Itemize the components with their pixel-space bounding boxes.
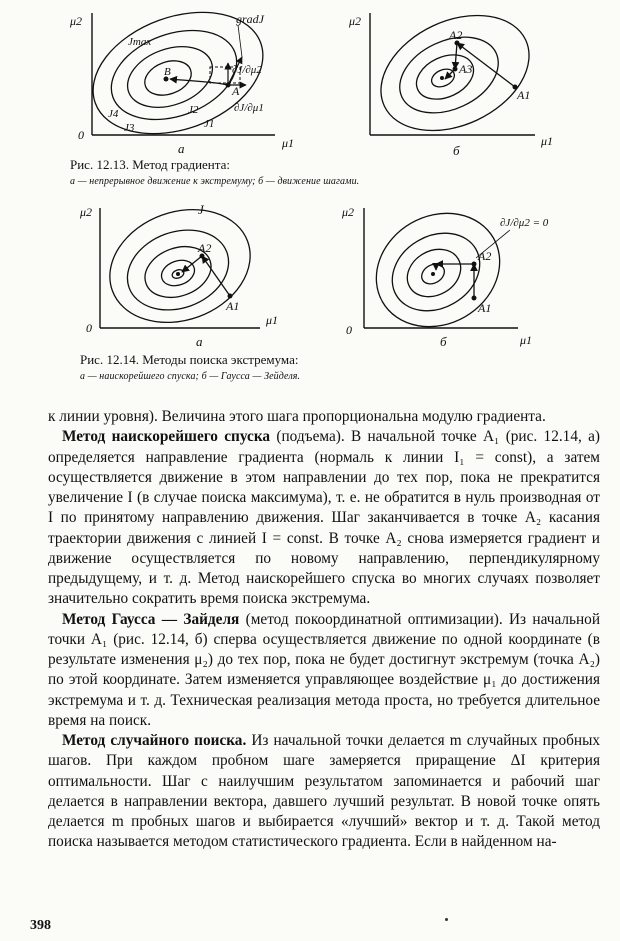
origin-label: 0 xyxy=(86,321,92,335)
figure-12-13-b-svg xyxy=(345,5,595,158)
figure-12-14-b xyxy=(340,200,580,350)
caption-subtitle: а — наискорейшего спуска; б — Гаусса — Зейделя. xyxy=(80,371,301,382)
point-a1 xyxy=(228,294,233,299)
center xyxy=(176,272,180,276)
paragraph-4-heading: Метод случайного поиска. xyxy=(62,732,247,749)
paragraph-4-body: Из начальной точки делается m случайных пробных шагов. При каждом пробном шаге замеряется приращение ΔI критерия оптимальности. Шаг с наилучшим результатом запоминается и рабочий шаг делается в направлении вектора, давшего лучший результат. В новой точке опять делается m пробных шагов и выбирается «лучший» вектор и т. д. Такой метод поиска называется методом статистического градиента. Если в найденном на- xyxy=(48,732,600,851)
paragraph-3-heading: Метод Гаусса — Зайделя xyxy=(62,610,240,628)
panel-letter: б xyxy=(453,143,460,158)
figure-12-14-a xyxy=(80,200,310,350)
contour-1 xyxy=(356,191,521,349)
x-axis-label: μ1 xyxy=(541,134,554,148)
label-grad: gradJ xyxy=(236,12,264,26)
panel-letter: a xyxy=(178,141,185,156)
grad-leader xyxy=(238,25,242,57)
label-a2: A2 xyxy=(198,241,212,255)
paragraph-2-body: (подъема). В начальной точке A₁ (рис. 12.14, а) определяется направление градиента (нормаль к линии I₁ = const), а затем осуществляется движение в этом направлении до тех пор, пока не прекратится увеличение I (в случае поиска максимума), т. е. не обратится в нуль производная от I по принятому направлению движения. Шаг заканчивается в точке A₂ касания траектории движения с линией I = const. В точке A₂ снова измеряется градиент и движение осуществляется по новому направлению, перпендикулярному предыдущему, и т. д. Метод наискорейшего спуска во многих случаях позволяет значительно сократить время поиска экстремума. xyxy=(48,428,600,608)
label-a: A xyxy=(232,84,240,98)
label-a1: A1 xyxy=(478,301,492,315)
label-j3: J3 xyxy=(124,122,135,134)
point-a1 xyxy=(472,296,477,301)
paragraph-2-heading: Метод наискорейшего спуска xyxy=(62,428,271,446)
origin-label: 0 xyxy=(346,323,352,337)
label-a2: A2 xyxy=(478,249,492,263)
figure-12-13-b xyxy=(345,5,595,158)
body-text xyxy=(48,407,600,853)
panel-letter: б xyxy=(440,334,447,349)
scan-speck xyxy=(445,918,448,921)
label-a3: A3 xyxy=(459,62,473,76)
figure-12-13-a xyxy=(70,5,310,155)
label-j4: J4 xyxy=(108,108,119,120)
paragraph-3 xyxy=(48,610,600,732)
label-b: B xyxy=(164,66,171,78)
caption-title: Рис. 12.13. Метод градиента: xyxy=(70,157,230,172)
panel-letter: a xyxy=(196,334,203,349)
y-axis-label: μ2 xyxy=(70,14,83,28)
y-axis-label: μ2 xyxy=(80,205,93,219)
label-j2: J2 xyxy=(188,104,199,116)
center xyxy=(431,272,435,276)
point-a3 xyxy=(453,67,458,72)
page-number: 398 xyxy=(30,918,51,933)
contour-1 xyxy=(362,0,547,153)
label-dmu1: ∂J/∂μ1 xyxy=(234,102,264,114)
paragraph-1: к линии уровня). Величина этого шага пропорциональна модулю градиента. xyxy=(48,408,546,425)
origin-label: 0 xyxy=(78,128,84,142)
paragraph-4 xyxy=(48,731,600,853)
point-a2 xyxy=(472,262,477,267)
x-axis-label: μ1 xyxy=(266,313,279,327)
label-j1: J1 xyxy=(204,118,215,130)
label-jmax: Jmax xyxy=(128,36,152,48)
y-axis-label: μ2 xyxy=(349,14,362,28)
label-a1: A1 xyxy=(226,299,240,313)
caption-subtitle: а — непрерывное движение к экстремуму; б — движение шагами. xyxy=(70,176,360,187)
x-axis-label: μ1 xyxy=(282,136,295,150)
gradient-path xyxy=(170,79,228,85)
caption-title: Рис. 12.14. Методы поиска экстремума: xyxy=(80,352,299,367)
paragraph-2 xyxy=(48,427,600,609)
step-2 xyxy=(182,256,202,272)
center xyxy=(440,76,444,80)
label-partial: ∂J/∂μ2 = 0 xyxy=(500,217,549,229)
label-j: J xyxy=(198,202,204,217)
figure-12-14-b-svg xyxy=(340,200,580,350)
label-a1: A1 xyxy=(517,88,531,102)
contour-3 xyxy=(409,46,480,108)
paragraph-3-body: (метод покоординатной оптимизации). Из начальной точки A₁ (рис. 12.14, б) сперва осуществляется движение по одной координате (в результате изменения μ₂) до тех пор, пока не будет достигнут экстремум (точка A₂) по этой координате. Затем изменяется управляющее воздействие μ₁ до достижения экстремума и т. д. Техническая реализация метода проста, но требуется длительное время на поиск. xyxy=(48,610,601,729)
contour-j2 xyxy=(99,14,249,136)
figure-12-14-a-svg xyxy=(80,200,310,350)
x-axis-label: μ1 xyxy=(520,333,533,347)
label-a2: A2 xyxy=(449,28,463,42)
step-2 xyxy=(455,43,457,69)
figure-12-13-a-svg xyxy=(70,5,310,155)
contour-1 xyxy=(94,191,266,342)
y-axis-label: μ2 xyxy=(342,205,355,219)
label-dmu2: ∂J/∂μ2 xyxy=(232,64,262,76)
